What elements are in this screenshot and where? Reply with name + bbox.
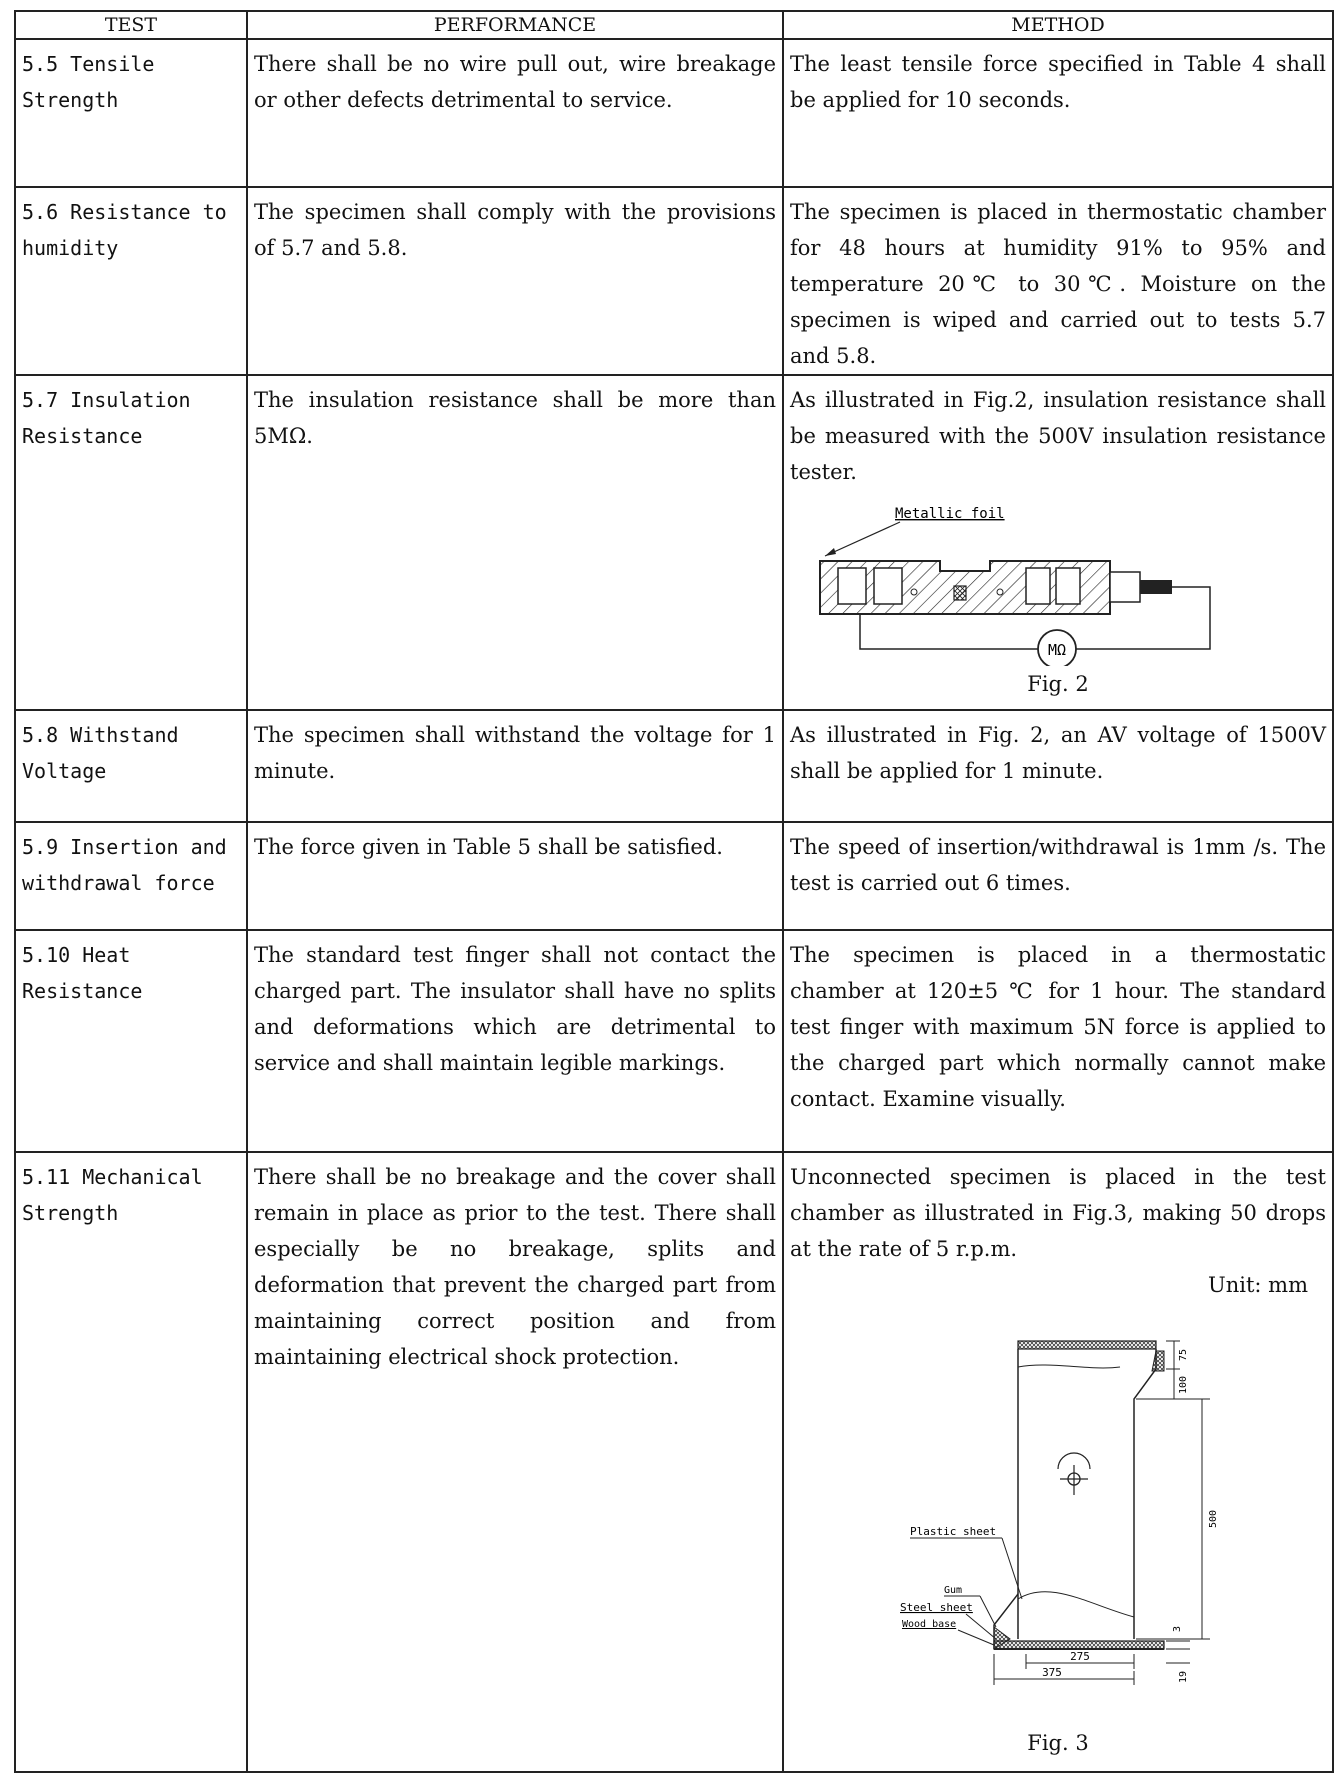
fig2-caption: Fig. 2	[1027, 672, 1089, 696]
dim-19: 19	[1178, 1670, 1189, 1684]
dim-375: 375	[1042, 1666, 1062, 1679]
method-cell: As illustrated in Fig. 2, an AV voltage of 1500V shall be applied for 1 minute.	[783, 710, 1333, 822]
header-method: METHOD	[783, 11, 1333, 39]
table-row	[15, 187, 1333, 375]
table-row	[15, 39, 1333, 187]
performance-cell: There shall be no breakage and the cover shall remain in place as prior to the test. There shall especially be no breakage, splits and deformation that prevent the charged part from maintaining correct position and from maintaining electrical shock protection.	[247, 1152, 783, 1772]
header-test: TEST	[15, 11, 247, 39]
wood-base-label: Wood base	[902, 1619, 957, 1630]
performance-cell: The force given in Table 5 shall be satisfied.	[247, 822, 783, 930]
performance-cell: There shall be no wire pull out, wire breakage or other defects detrimental to service.	[247, 39, 783, 187]
method-cell: The specimen is placed in thermostatic chamber for 48 hours at humidity 91% to 95% and temperature 20℃ to 30℃. Moisture on the specimen is wiped and carried out to tests 5.7 and 5.8.	[783, 187, 1333, 375]
table-row	[15, 710, 1333, 822]
test-cell: 5.5 Tensile Strength	[15, 39, 247, 187]
dim-3: 3	[1172, 1625, 1183, 1633]
method-cell: The speed of insertion/withdrawal is 1mm /s. The test is carried out 6 times.	[783, 822, 1333, 930]
steel-sheet-label: Steel sheet	[900, 1601, 973, 1614]
gum-label: Gum	[944, 1585, 963, 1596]
method-cell: The specimen is placed in a thermostatic chamber at 120±5 ℃ for 1 hour. The standard test finger with maximum 5N force is applied to the charged part which normally cannot make contact. Examine visually.	[783, 930, 1333, 1152]
performance-cell: The specimen shall withstand the voltage for 1 minute.	[247, 710, 783, 822]
table-row	[15, 930, 1333, 1152]
test-cell: 5.6 Resistance to humidity	[15, 187, 247, 375]
method-text: As illustrated in Fig.2, insulation resistance shall be measured with the 500V insulation resistance tester.	[790, 388, 1326, 484]
dim-500: 500	[1208, 1509, 1219, 1529]
test-cell: 5.8 Withstand Voltage	[15, 710, 247, 822]
header-performance: PERFORMANCE	[247, 11, 783, 39]
performance-cell: The standard test finger shall not contact the charged part. The insulator shall have no splits and deformations which are detrimental to service and shall maintain legible markings.	[247, 930, 783, 1152]
dim-100: 100	[1178, 1375, 1189, 1395]
test-cell: 5.11 Mechanical Strength	[15, 1152, 247, 1772]
method-text: Unconnected specimen is placed in the test chamber as illustrated in Fig.3, making 50 drops at the rate of 5 r.p.m.	[790, 1165, 1326, 1261]
method-cell	[783, 1152, 1333, 1772]
fig3-diagram	[790, 1309, 1310, 1689]
dim-275: 275	[1070, 1650, 1090, 1663]
unit-label: Unit: mm	[1208, 1273, 1308, 1297]
performance-cell: The insulation resistance shall be more than 5MΩ.	[247, 375, 783, 710]
table-row	[15, 375, 1333, 710]
method-cell: The least tensile force specified in Table 4 shall be applied for 10 seconds.	[783, 39, 1333, 187]
table-row	[15, 1152, 1333, 1772]
table-row	[15, 822, 1333, 930]
test-cell: 5.9 Insertion and withdrawal force	[15, 822, 247, 930]
performance-cell: The specimen shall comply with the provisions of 5.7 and 5.8.	[247, 187, 783, 375]
megohm-meter-label: MΩ	[1047, 641, 1067, 659]
metallic-foil-label: Metallic foil	[895, 506, 1005, 522]
test-cell: 5.7 Insulation Resistance	[15, 375, 247, 710]
fig3-caption: Fig. 3	[1027, 1731, 1089, 1755]
dim-75: 75	[1178, 1348, 1189, 1362]
method-cell	[783, 375, 1333, 710]
spec-table	[14, 10, 1334, 1773]
fig2-diagram	[790, 496, 1310, 666]
header-row	[15, 11, 1333, 39]
plastic-sheet-label: Plastic sheet	[910, 1525, 997, 1538]
test-cell: 5.10 Heat Resistance	[15, 930, 247, 1152]
